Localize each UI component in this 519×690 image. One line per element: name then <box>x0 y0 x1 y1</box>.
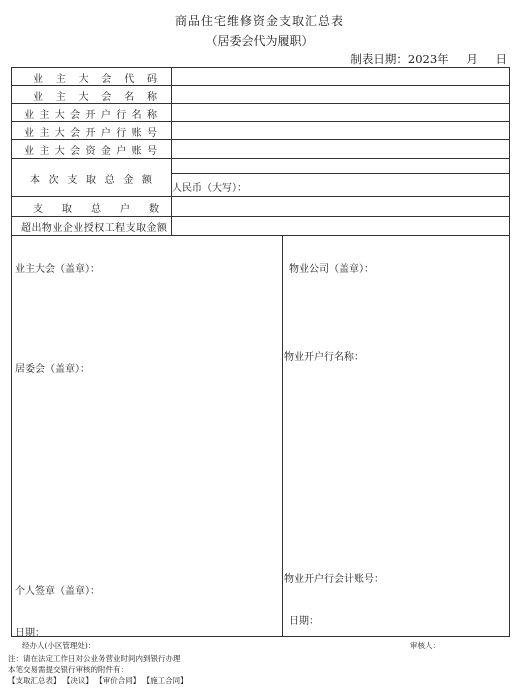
attachments-intro: 本笔交易需提交银行审核的附件有： <box>8 665 128 674</box>
date-month-label: 月 <box>466 52 478 66</box>
table-date <box>347 51 507 67</box>
company-seal-label: 物业公司（盖章）： <box>289 264 374 275</box>
note-text: 注：请在法定工作日对公业务营业时间内到银行办理 <box>8 654 181 663</box>
document-subtitle: （居委会代为履职） <box>205 34 314 48</box>
date-prefix: 制表日期：2023年 <box>350 52 449 66</box>
owners-name-value[interactable] <box>172 86 509 103</box>
signature-section <box>11 236 510 637</box>
handler-label: 经办人(小区管理处)： <box>22 641 96 650</box>
bank-account-label: 业主大会开户行账号 <box>24 128 157 139</box>
fund-account-label: 业主大会资金户账号 <box>24 146 157 157</box>
total-amount-value[interactable] <box>172 159 509 173</box>
date-day-label: 日 <box>495 52 507 66</box>
fund-account-value[interactable] <box>172 140 509 158</box>
owners-code-label: 业 主 大 会 代 码 <box>33 74 157 85</box>
total-households-value[interactable] <box>172 197 509 216</box>
committee-seal-label: 居委会（盖章）： <box>15 364 90 375</box>
property-bank-name-label: 物业开户行名称： <box>284 352 364 363</box>
total-amount-label: 本 次 支 取 总 金 额 <box>30 175 152 186</box>
rmb-caps-label: 人民币（大写）： <box>172 183 247 194</box>
excess-amount-value[interactable] <box>172 217 509 235</box>
owners-code-value[interactable] <box>172 68 509 85</box>
bank-name-label: 业主大会开户行名称 <box>24 110 157 121</box>
right-date-label: 日期： <box>289 616 319 627</box>
bank-account-value[interactable] <box>172 122 509 139</box>
bank-name-value[interactable] <box>172 104 509 121</box>
left-date-label: 日期： <box>15 628 45 639</box>
owners-name-label: 业 主 大 会 名 称 <box>33 92 157 103</box>
attachments-list: 【支取汇总表】 【决议】 【审价合同】 【施工合同】 <box>8 676 188 685</box>
owners-seal-label: 业主大会（盖章）： <box>15 264 100 275</box>
total-households-label: 支 取 总 户 数 <box>33 204 159 215</box>
property-bank-account-label: 物业开户行会计账号： <box>284 574 384 585</box>
info-table <box>11 67 510 236</box>
reviewer-label: 审核人： <box>410 641 440 650</box>
excess-amount-label: 超出物业企业授权工程支取金额 <box>21 223 167 234</box>
document-title: 商品住宅维修资金支取汇总表 <box>174 14 344 28</box>
personal-seal-label: 个人签章（盖章）： <box>15 586 100 597</box>
